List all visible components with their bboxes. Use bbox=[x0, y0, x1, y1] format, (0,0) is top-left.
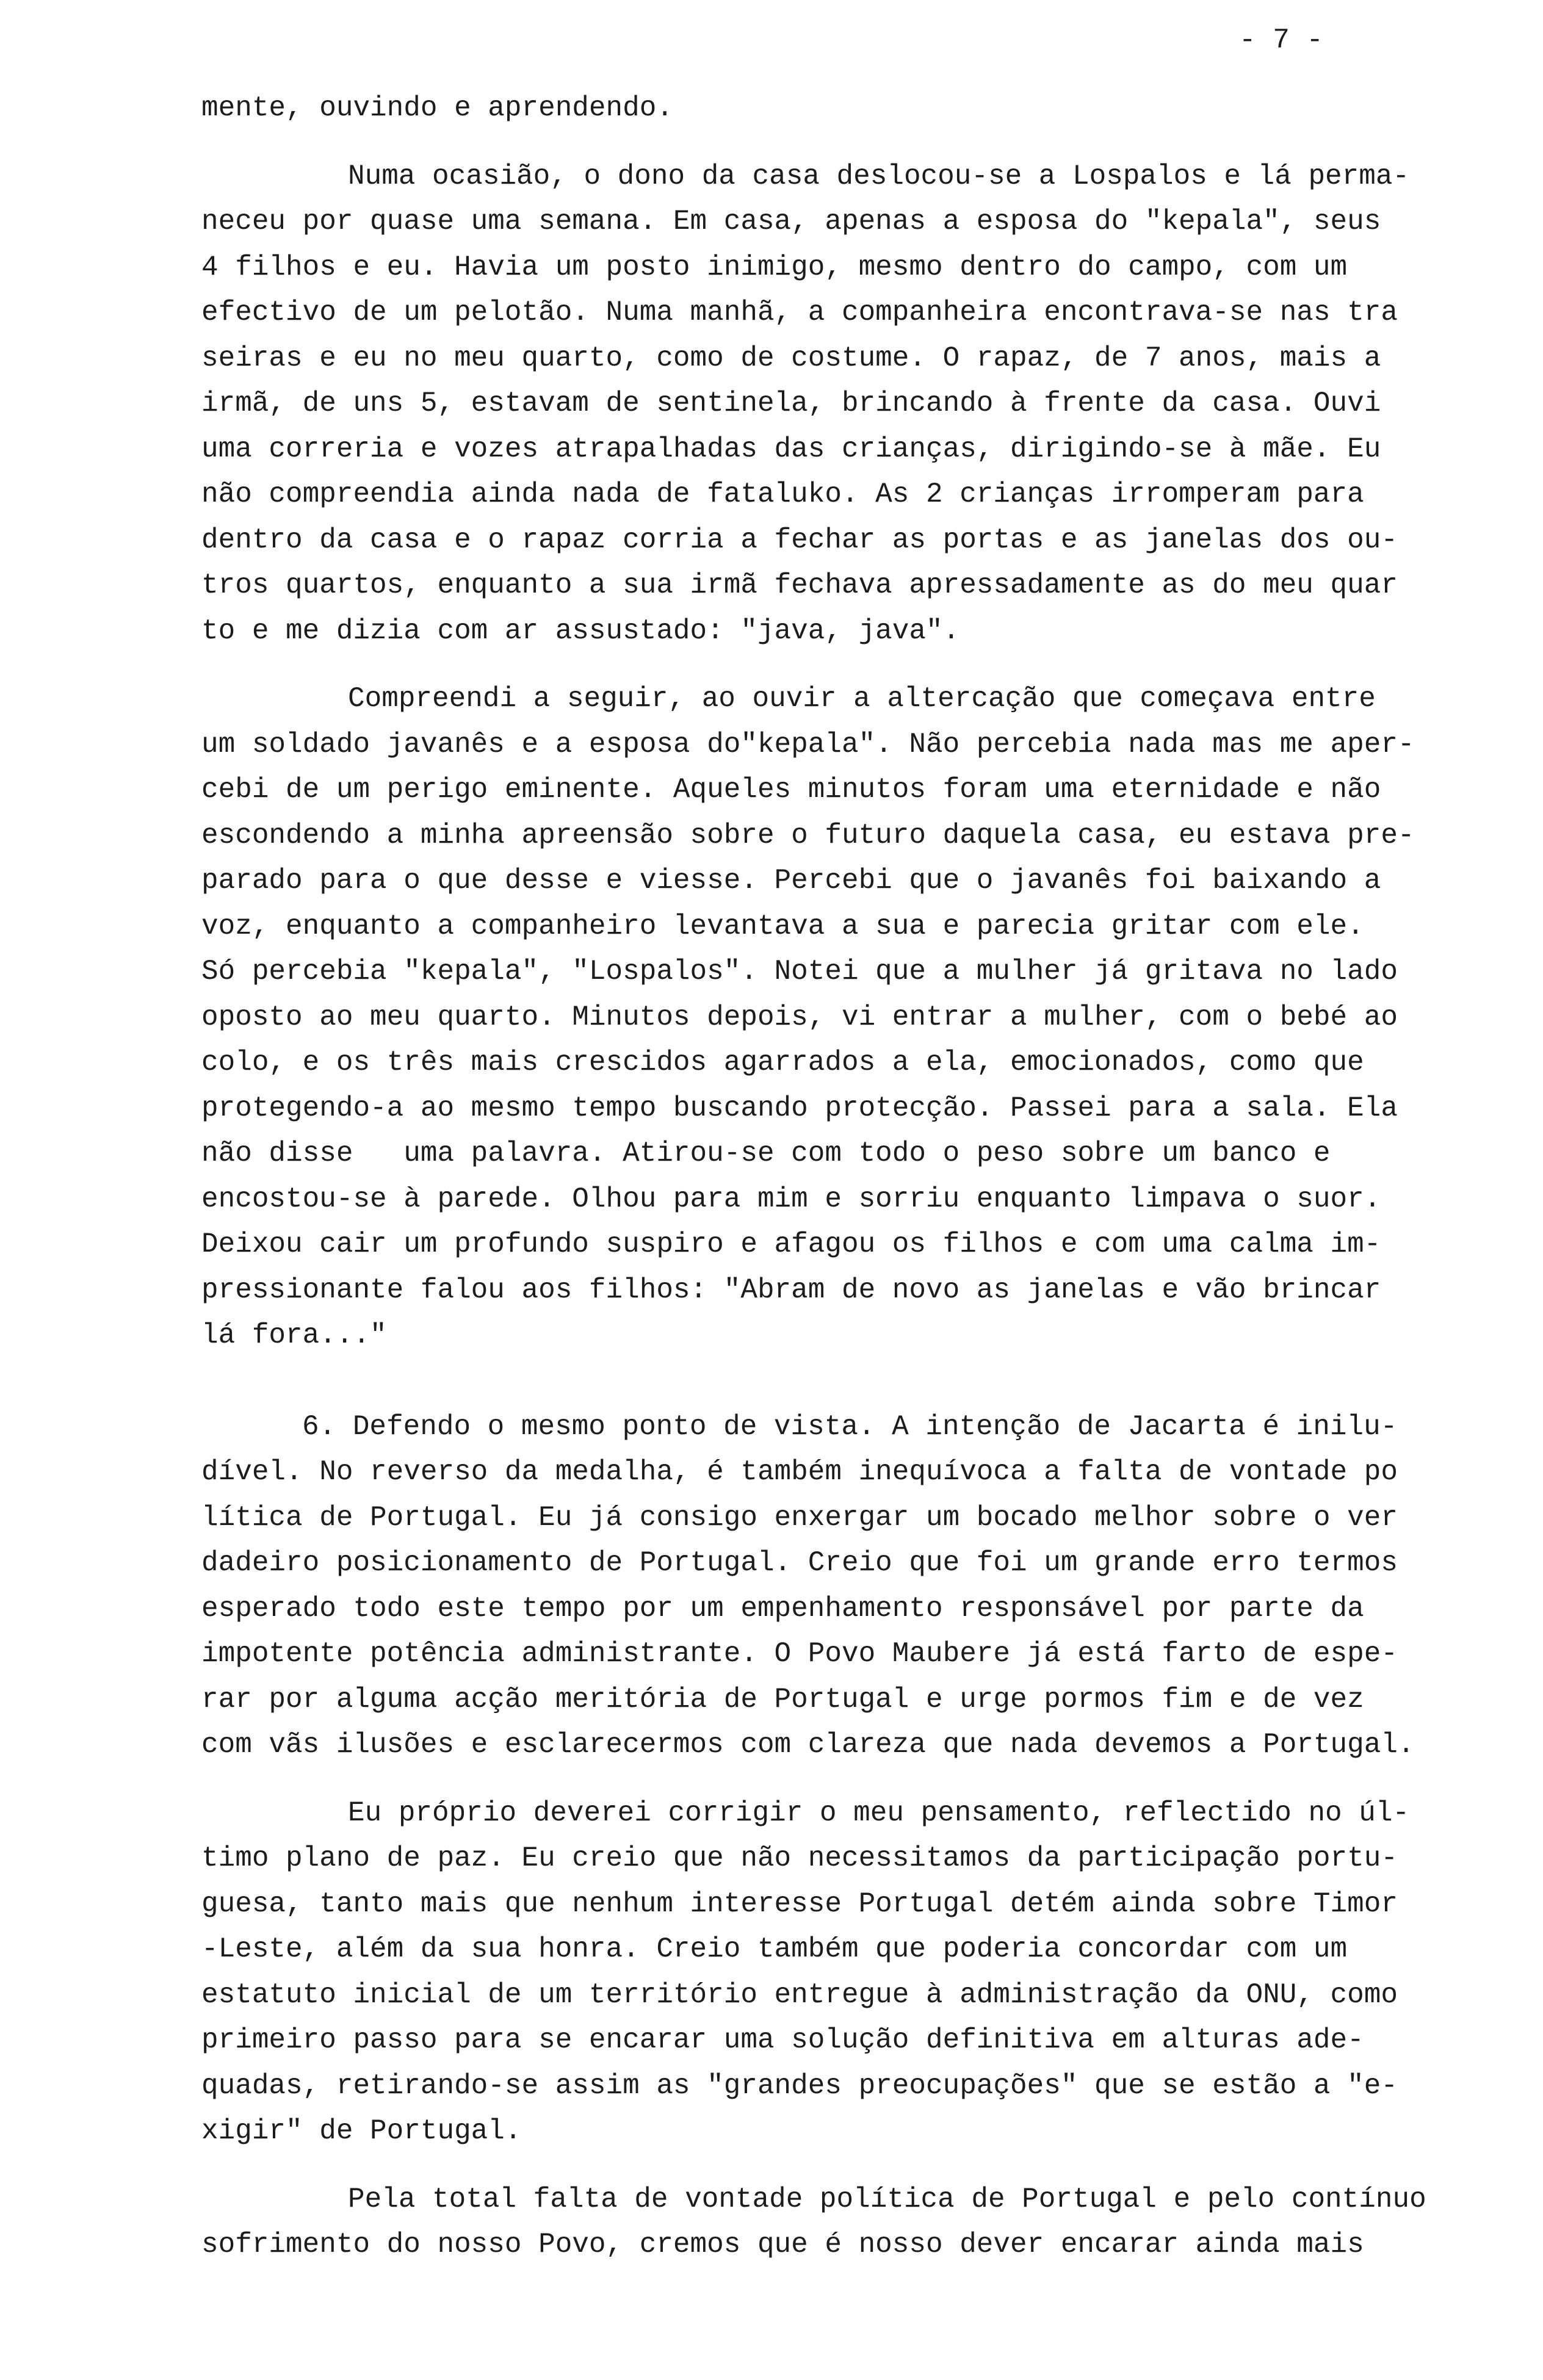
text-line: timo plano de paz. Eu creio que não necessitamos da participação portu- bbox=[201, 1842, 1398, 1874]
text-line: to e me dizia com ar assustado: "java, java". bbox=[201, 615, 960, 647]
text-line: dentro da casa e o rapaz corria a fechar as portas e as janelas dos ou- bbox=[201, 524, 1398, 556]
text-line: irmã, de uns 5, estavam de sentinela, brincando à frente da casa. Ouvi bbox=[201, 388, 1381, 419]
text-line: colo, e os três mais crescidos agarrados a ela, emocionados, como que bbox=[201, 1047, 1364, 1078]
text-line: um soldado javanês e a esposa do"kepala". Não percebia nada mas me aper- bbox=[201, 728, 1415, 760]
text-line: quadas, retirando-se assim as "grandes preocupações" que se estão a "e- bbox=[201, 2069, 1398, 2102]
text-line: escondendo a minha apreensão sobre o futuro daquela casa, eu estava pre- bbox=[201, 819, 1415, 851]
text-line: sofrimento do nosso Povo, cremos que é nosso dever encarar ainda mais bbox=[201, 2229, 1364, 2260]
text-line: lítica de Portugal. Eu já consigo enxergar um bocado melhor sobre o ver bbox=[201, 1501, 1398, 1534]
text-line: voz, enquanto a companheiro levantava a sua e parecia gritar com ele. bbox=[201, 910, 1364, 942]
text-line: protegendo-a ao mesmo tempo buscando protecção. Passei para a sala. Ela bbox=[201, 1092, 1398, 1124]
paragraph-pela-total bbox=[201, 2177, 1532, 2268]
text-line: rar por alguma acção meritória de Portugal e urge pormos fim e de vez bbox=[201, 1683, 1364, 1715]
text-line: mente, ouvindo e aprendendo. bbox=[201, 92, 673, 124]
text-line: impotente potência administrante. O Povo Maubere já está farto de espe- bbox=[201, 1638, 1398, 1670]
text-line: com vãs ilusões e esclarecermos com clareza que nada devemos a Portugal. bbox=[201, 1729, 1415, 1761]
text-line: oposto ao meu quarto. Minutos depois, vi entrar a mulher, com o bebé ao bbox=[201, 1001, 1398, 1033]
text-line: cebi de um perigo eminente. Aqueles minutos foram uma eternidade e não bbox=[201, 774, 1381, 806]
text-line: Deixou cair um profundo suspiro e afagou os filhos e com uma calma im- bbox=[201, 1228, 1381, 1260]
text-line: Numa ocasião, o dono da casa deslocou-se a Lospalos e lá perma- bbox=[348, 160, 1410, 192]
text-line: seiras e eu no meu quarto, como de costume. O rapaz, de 7 anos, mais a bbox=[201, 342, 1381, 374]
paragraph-item-6 bbox=[201, 1404, 1532, 1768]
text-line: Compreendi a seguir, ao ouvir a altercação que começava entre bbox=[348, 683, 1376, 715]
text-line: encostou-se à parede. Olhou para mim e sorriu enquanto limpava o suor. bbox=[201, 1183, 1381, 1215]
text-line: primeiro passo para se encarar uma solução definitiva em alturas ade- bbox=[201, 2024, 1364, 2056]
text-line: tros quartos, enquanto a sua irmã fechava apressadamente as do meu quar bbox=[201, 569, 1398, 601]
text-line: parado para o que desse e viesse. Percebi que o javanês foi baixando a bbox=[201, 865, 1381, 896]
paragraph-continuation bbox=[201, 85, 1532, 131]
text-line: efectivo de um pelotão. Numa manhã, a companheira encontrava-se nas tra bbox=[201, 297, 1398, 328]
paragraph-eu-proprio bbox=[201, 1790, 1532, 2154]
text-line: pressionante falou aos filhos: "Abram de novo as janelas e vão brincar bbox=[201, 1274, 1381, 1306]
text-line: Só percebia "kepala", "Lospalos". Notei que a mulher já gritava no lado bbox=[201, 956, 1398, 987]
text-line: Pela total falta de vontade política de Portugal e pelo contínuo bbox=[348, 2183, 1426, 2215]
paragraph-compreendi bbox=[201, 676, 1532, 1358]
text-line: não disse uma palavra. Atirou-se com todo o peso sobre um banco e bbox=[201, 1138, 1331, 1169]
document-body bbox=[201, 85, 1532, 2268]
text-line: xigir" de Portugal. bbox=[201, 2115, 522, 2147]
paragraph-numa-ocasiao bbox=[201, 154, 1532, 654]
text-line: guesa, tanto mais que nenhum interesse Portugal detém ainda sobre Timor bbox=[201, 1888, 1398, 1920]
text-line: dível. No reverso da medalha, é também inequívoca a falta de vontade po bbox=[201, 1456, 1398, 1488]
text-line: dadeiro posicionamento de Portugal. Creio que foi um grande erro termos bbox=[201, 1547, 1398, 1579]
text-line: não compreendia ainda nada de fataluko. As 2 crianças irromperam para bbox=[201, 478, 1364, 510]
text-line: uma correria e vozes atrapalhadas das crianças, dirigindo-se à mãe. Eu bbox=[201, 433, 1381, 465]
text-line: estatuto inicial de um território entregue à administração da ONU, como bbox=[201, 1978, 1398, 2011]
text-line: Eu próprio deverei corrigir o meu pensamento, reflectido no úl- bbox=[348, 1797, 1410, 1829]
text-line: 4 filhos e eu. Havia um posto inimigo, mesmo dentro do campo, com um bbox=[201, 251, 1348, 283]
text-line: esperado todo este tempo por um empenhamento responsável por parte da bbox=[201, 1592, 1364, 1625]
text-line: 6. Defendo o mesmo ponto de vista. A intenção de Jacarta é inilu- bbox=[302, 1410, 1398, 1443]
text-line: neceu por quase uma semana. Em casa, apenas a esposa do "kepala", seus bbox=[201, 206, 1381, 237]
page-number: - 7 - bbox=[1239, 24, 1324, 56]
text-line: lá fora..." bbox=[201, 1319, 387, 1351]
text-line: -Leste, além da sua honra. Creio também que poderia concordar com um bbox=[201, 1933, 1348, 1965]
